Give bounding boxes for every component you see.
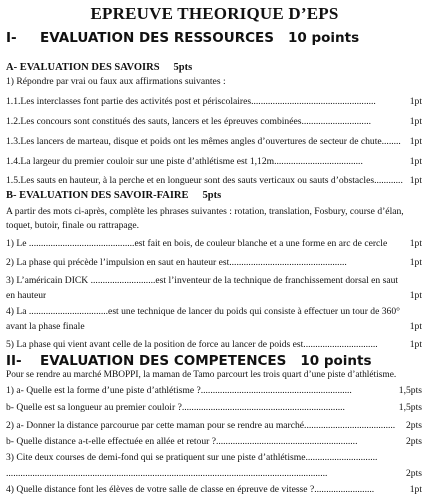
section-heading-ressources bbox=[6, 30, 359, 46]
subsection-heading-savoir-faire bbox=[6, 190, 221, 201]
fill-in-text: 1) Le ............................................est fait en bois, de couleur blanche et a une forme en arc de cercle bbox=[6, 238, 388, 249]
fill-in-text: 4) La .................................est une technique de lancer du poids qui consiste à effectuer un tour de 360° bbox=[6, 306, 400, 317]
question-line bbox=[6, 96, 422, 107]
question-text: 1.1.Les interclasses font partie des activités post et périscolaires.................................................... bbox=[6, 96, 376, 107]
question-line bbox=[6, 436, 422, 447]
question-points: 1pt bbox=[409, 321, 422, 332]
subsection-label: A- EVALUATION DES SAVOIRS bbox=[6, 62, 160, 73]
question-points: 1pt bbox=[409, 484, 422, 495]
question-text: 1.3.Les lancers de marteau, disque et poids ont les mêmes angles d’ouvertures de secteur de chute........ bbox=[6, 136, 401, 147]
question-points: 1,5pts bbox=[398, 385, 422, 396]
fill-in-line bbox=[6, 238, 422, 249]
question-points: 1pt bbox=[409, 116, 422, 127]
question-text: 1) a- Quelle est la forme d’une piste d’athlétisme ?............................................................... bbox=[6, 385, 352, 396]
answer-dots: ...................................................................................................................................... bbox=[6, 468, 328, 479]
fill-in-line bbox=[6, 339, 422, 350]
question-line bbox=[6, 452, 422, 463]
subsection-points: 5pts bbox=[202, 190, 222, 201]
question-text: 1.4.La largeur du premier couloir sur une piste d’athlétisme est 1,12m..................................... bbox=[6, 156, 363, 167]
section-heading-competences bbox=[6, 353, 372, 369]
subsection-heading-savoirs bbox=[6, 62, 192, 73]
question-points: 1pt bbox=[409, 290, 422, 301]
question-text: 1.2.Les concours sont constitués des sauts, lancers et les épreuves combinées............................. bbox=[6, 116, 372, 127]
question-text: 4) Quelle distance font les élèves de votre salle de classe en épreuve de vitesse ?......................... bbox=[6, 484, 375, 495]
question-text: b- Quelle distance a-t-elle effectuée en allée et retour ?........................................................... bbox=[6, 436, 358, 447]
question-points: 1pt bbox=[409, 238, 422, 249]
question-line bbox=[6, 156, 422, 167]
fill-in-line bbox=[6, 290, 422, 301]
section-number: II- bbox=[6, 353, 22, 369]
subsection-label: B- EVALUATION DES SAVOIR-FAIRE bbox=[6, 190, 189, 201]
question-line bbox=[6, 420, 422, 431]
question-line bbox=[6, 116, 422, 127]
page-title: EPREUVE THEORIQUE D’EPS bbox=[90, 4, 339, 23]
question-points: 1pt bbox=[409, 339, 422, 350]
answer-line bbox=[6, 468, 422, 479]
section-label: EVALUATION DES RESSOURCES bbox=[40, 30, 274, 46]
question-line bbox=[6, 385, 422, 396]
section-points: 10 points bbox=[300, 353, 372, 369]
question-text: 1.5.Les sauts en hauteur, à la perche et en longueur sont des sauts verticaux ou sauts d’obstacles............ bbox=[6, 175, 403, 186]
question-points: 1pt bbox=[409, 175, 422, 186]
instruction-text: A partir des mots ci-après, complète les phrases suivantes : rotation, translation, Fosbury, course d’élan, bbox=[6, 206, 404, 217]
question-points: 1,5pts bbox=[398, 402, 422, 413]
subsection-points: 5pts bbox=[173, 62, 193, 73]
fill-in-text: 2) La phase qui précède l’impulsion en saut en hauteur est................................................. bbox=[6, 257, 347, 268]
instruction-text: 1) Répondre par vrai ou faux aux affirmations suivantes : bbox=[6, 76, 226, 87]
fill-in-text: avant la phase finale bbox=[6, 321, 85, 332]
question-text: 3) Cite deux courses de demi-fond qui se pratiquent sur une piste d’athlétisme.............................. bbox=[6, 452, 378, 463]
fill-in-line bbox=[6, 321, 422, 332]
instruction-text: toquet, butoir, finale ou rattrapage. bbox=[6, 220, 140, 231]
question-points: 2pts bbox=[406, 436, 422, 447]
question-line bbox=[6, 484, 422, 495]
section-points: 10 points bbox=[287, 30, 360, 46]
fill-in-line bbox=[6, 275, 422, 286]
question-line bbox=[6, 175, 422, 186]
fill-in-line bbox=[6, 306, 422, 317]
question-line bbox=[6, 402, 422, 413]
question-points: 1pt bbox=[409, 156, 422, 167]
fill-in-text: en hauteur bbox=[6, 290, 47, 301]
question-points: 1pt bbox=[409, 257, 422, 268]
fill-in-text: 3) L’américain DICK ...........................est l’inventeur de la technique de franchissement dorsal en saut bbox=[6, 275, 399, 286]
situation-text: Pour se rendre au marché MBOPPI, la maman de Tamo parcourt les trois quart d’une piste d’athlétisme. bbox=[6, 370, 397, 380]
question-text: 2) a- Donner la distance parcourue par cette maman pour se rendre au marché...................................... bbox=[6, 420, 396, 431]
question-text: b- Quelle est sa longueur au premier couloir ?.................................................................... bbox=[6, 402, 345, 413]
question-points: 1pt bbox=[409, 96, 422, 107]
question-points: 2pts bbox=[406, 420, 422, 431]
fill-in-text: 5) La phase qui vient avant celle de la position de force au lancer de poids est............................... bbox=[6, 339, 378, 350]
question-points: 1pt bbox=[409, 136, 422, 147]
fill-in-line bbox=[6, 257, 422, 268]
question-line bbox=[6, 136, 422, 147]
question-points: 2pts bbox=[406, 468, 422, 479]
section-label: EVALUATION DES COMPETENCES bbox=[40, 353, 287, 369]
section-number: I- bbox=[6, 30, 17, 46]
